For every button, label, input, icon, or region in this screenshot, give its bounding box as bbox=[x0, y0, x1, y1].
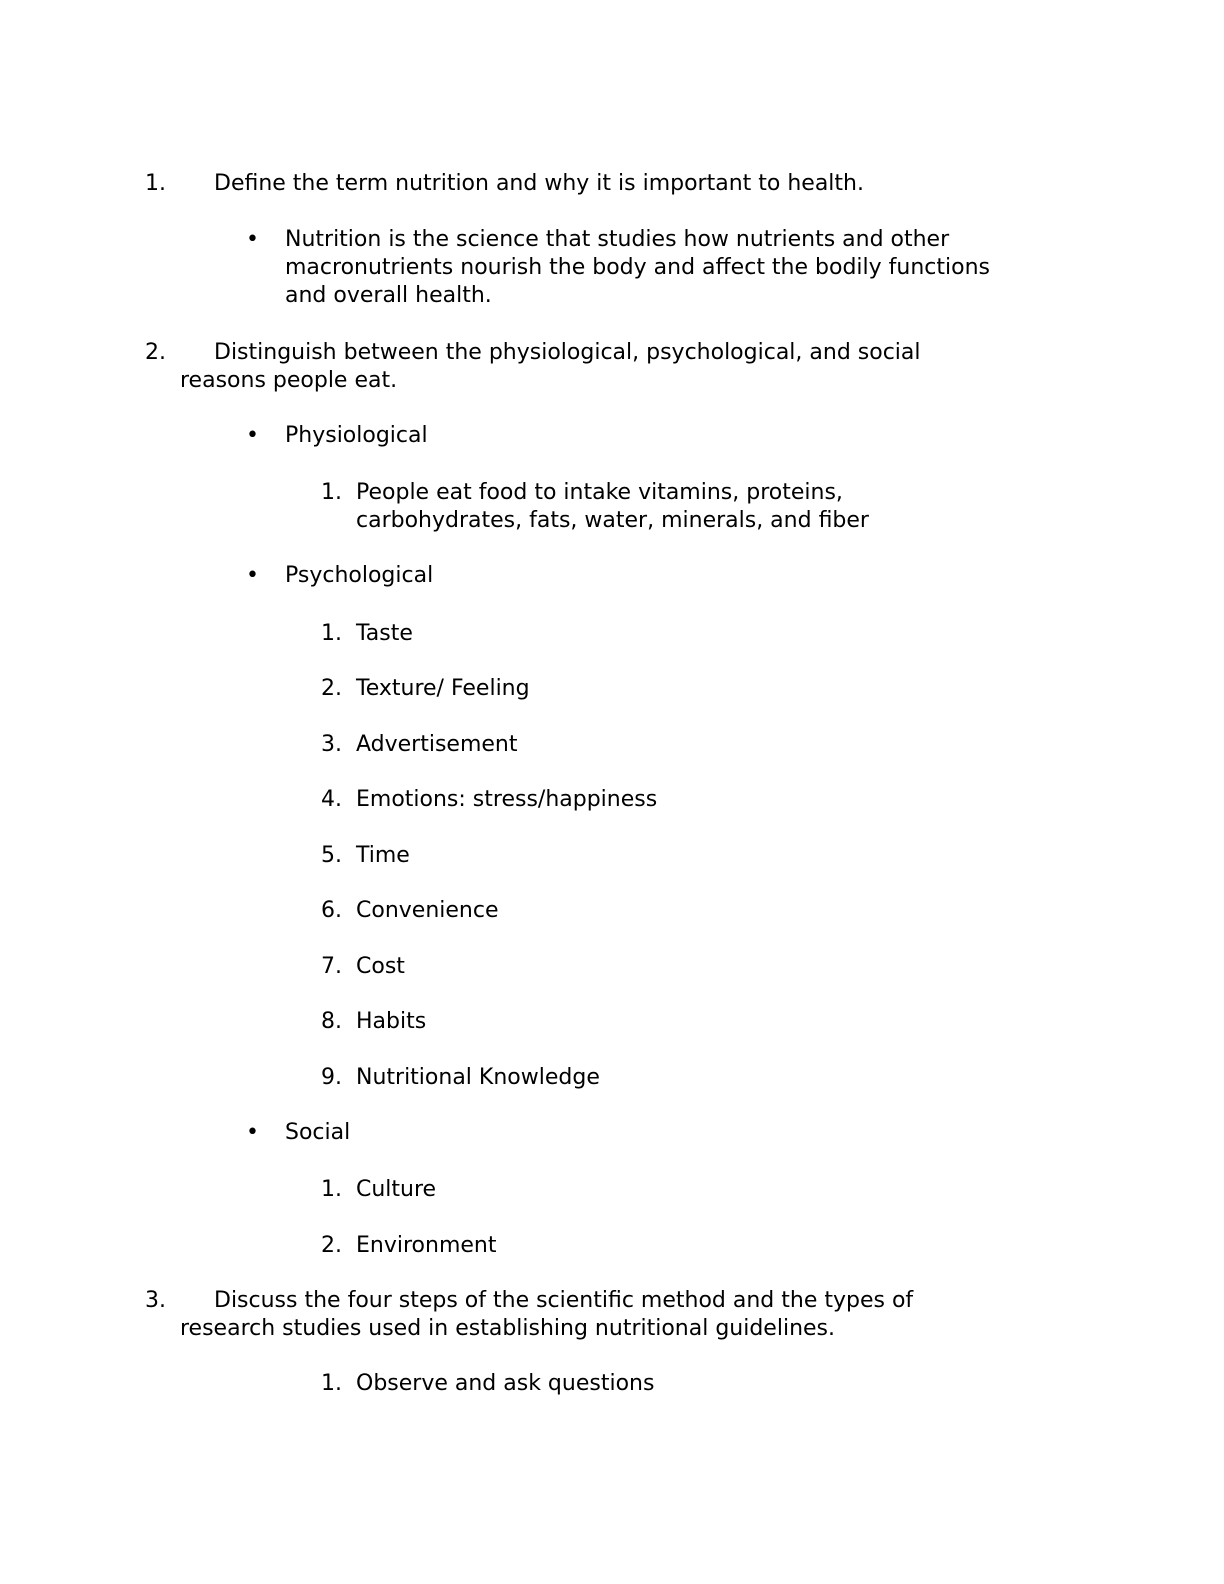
bullet-label: Social bbox=[285, 1120, 351, 1145]
psychological-item bbox=[321, 731, 1021, 759]
item-number: 1. bbox=[321, 1371, 342, 1396]
item-number: 8. bbox=[321, 1009, 342, 1034]
question-text: Discuss the four steps of the scientific method and the types of bbox=[214, 1288, 914, 1313]
question-text-continued: research studies used in establishing nutritional guidelines. bbox=[180, 1316, 836, 1341]
item-text: Advertisement bbox=[356, 732, 518, 757]
psychological-item bbox=[321, 1064, 1021, 1092]
bullet-text-line: macronutrients nourish the body and affect the bodily functions bbox=[285, 255, 990, 280]
bullet-psychological bbox=[246, 562, 1056, 590]
item-text: Convenience bbox=[356, 898, 499, 923]
item-text: Emotions: stress/happiness bbox=[356, 787, 658, 812]
bullet-physiological bbox=[246, 422, 1056, 450]
psychological-item bbox=[321, 842, 1021, 870]
item-text: Observe and ask questions bbox=[356, 1371, 655, 1396]
bullet-text-line: Nutrition is the science that studies how nutrients and other bbox=[285, 227, 950, 252]
question-1 bbox=[145, 170, 1025, 198]
psychological-item bbox=[321, 620, 1021, 648]
item-text-line: People eat food to intake vitamins, proteins, bbox=[356, 480, 843, 505]
item-number: 9. bbox=[321, 1065, 342, 1090]
item-text: Environment bbox=[356, 1233, 497, 1258]
question-text-continued: reasons people eat. bbox=[180, 368, 398, 393]
bullet-icon: • bbox=[246, 563, 259, 588]
item-number: 5. bbox=[321, 843, 342, 868]
physiological-item-1 bbox=[321, 479, 1021, 535]
item-number: 2. bbox=[321, 676, 342, 701]
bullet-label: Psychological bbox=[285, 563, 434, 588]
q3-item bbox=[321, 1370, 1021, 1398]
q1-bullet bbox=[246, 226, 1056, 310]
question-text: Distinguish between the physiological, psychological, and social bbox=[214, 340, 921, 365]
question-2 bbox=[145, 339, 1025, 395]
social-item bbox=[321, 1232, 1021, 1260]
item-text: Culture bbox=[356, 1177, 437, 1202]
psychological-item bbox=[321, 1008, 1021, 1036]
item-text: Texture/ Feeling bbox=[356, 676, 530, 701]
bullet-label: Physiological bbox=[285, 423, 428, 448]
item-number: 4. bbox=[321, 787, 342, 812]
item-number: 6. bbox=[321, 898, 342, 923]
bullet-icon: • bbox=[246, 423, 259, 448]
psychological-item bbox=[321, 786, 1021, 814]
item-number: 3. bbox=[321, 732, 342, 757]
item-text: Cost bbox=[356, 954, 405, 979]
question-number: 3. bbox=[145, 1288, 166, 1313]
item-text: Nutritional Knowledge bbox=[356, 1065, 600, 1090]
psychological-item bbox=[321, 953, 1021, 981]
item-number: 7. bbox=[321, 954, 342, 979]
bullet-icon: • bbox=[246, 1120, 259, 1145]
question-number: 1. bbox=[145, 171, 166, 196]
psychological-item bbox=[321, 897, 1021, 925]
question-3 bbox=[145, 1287, 1025, 1343]
item-number: 1. bbox=[321, 621, 342, 646]
item-text-line: carbohydrates, fats, water, minerals, and fiber bbox=[356, 508, 869, 533]
bullet-social bbox=[246, 1119, 1056, 1147]
bullet-icon: • bbox=[246, 227, 259, 252]
item-number: 1. bbox=[321, 1177, 342, 1202]
item-number: 2. bbox=[321, 1233, 342, 1258]
bullet-text-line: and overall health. bbox=[285, 283, 492, 308]
item-text: Habits bbox=[356, 1009, 427, 1034]
social-item bbox=[321, 1176, 1021, 1204]
question-text: Define the term nutrition and why it is important to health. bbox=[214, 171, 864, 196]
item-text: Time bbox=[356, 843, 410, 868]
item-number: 1. bbox=[321, 480, 342, 505]
psychological-item bbox=[321, 675, 1021, 703]
item-text: Taste bbox=[356, 621, 413, 646]
question-number: 2. bbox=[145, 340, 166, 365]
